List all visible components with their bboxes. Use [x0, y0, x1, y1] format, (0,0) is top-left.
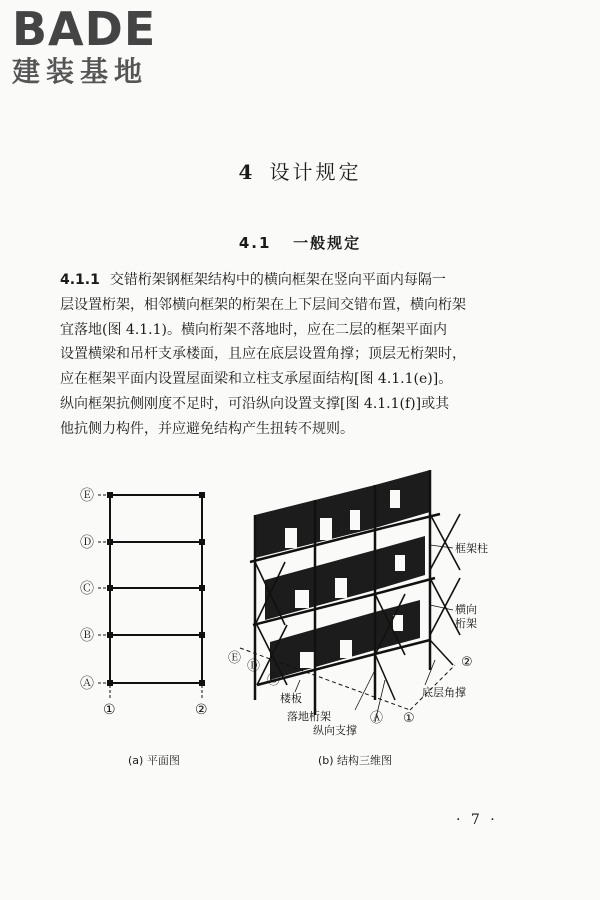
chapter-title: 设计规定 [269, 160, 362, 184]
label-long-brace: 纵向支撑 [313, 724, 357, 737]
label-truss-line1: 横向 [455, 603, 477, 616]
marker-d: Ⓓ [247, 659, 261, 674]
paragraph-line: 4.1.1 交错桁架钢框架结构中的横向框架在竖向平面内每隔一 [60, 272, 446, 288]
label-frame-column: 框架柱 [455, 542, 488, 555]
section-number: 4.1 [238, 234, 272, 252]
marker-c: Ⓒ [267, 673, 281, 688]
brand-logo [12, 4, 156, 88]
figure-3d-structure [225, 470, 525, 740]
axis-label-c: Ⓒ [80, 581, 94, 597]
clause-paragraph [60, 268, 522, 442]
paragraph-line: 设置横梁和吊杆支承楼面，且应在底层设置角撑；顶层无桁架时， [60, 346, 466, 363]
logo-brand-text: BADE [12, 2, 157, 56]
marker-e: Ⓔ [228, 651, 242, 666]
paragraph-line: 层设置桁架，相邻横向框架的桁架在上下层间交错布置，横向桁架 [60, 296, 466, 313]
label-ground-truss: 落地桁架 [287, 710, 331, 723]
paragraph-line: 宜落地(图 4.1.1)。横向桁架不落地时，应在二层的框架平面内 [60, 321, 447, 338]
marker-a: Ⓐ [370, 711, 384, 726]
clause-number: 4.1.1 [60, 272, 100, 288]
paragraph-line: 应在框架平面内设置屋面梁和立柱支承屋面结构[图 4.1.1(e)]。 [60, 371, 453, 388]
paragraph-line: 纵向框架抗侧刚度不足时，可沿纵向设置支撑[图 4.1.1(f)]或其 [60, 395, 450, 412]
logo-subtitle: 建装基地 [12, 55, 149, 88]
caption-plan-view: (a) 平面图 [128, 754, 180, 767]
page-number: · 7 · [456, 812, 498, 828]
axis-label-1: ① [103, 702, 116, 718]
label-corner-brace: 底层角撑 [422, 686, 466, 699]
marker-1: ① [403, 711, 415, 726]
axis-label-b: Ⓑ [80, 628, 94, 644]
axis-label-2: ② [195, 702, 208, 718]
label-truss-line2: 桁架 [455, 617, 477, 630]
label-floor-slab: 楼板 [280, 692, 302, 705]
axis-label-d: Ⓓ [80, 535, 94, 551]
section-heading [0, 232, 600, 253]
caption-3d-structure: (b) 结构三维图 [318, 754, 393, 767]
axis-label-a: Ⓐ [80, 676, 94, 692]
section-title: 一般规定 [293, 234, 362, 252]
marker-2: ② [461, 655, 473, 670]
axis-label-e: Ⓔ [80, 488, 94, 504]
chapter-heading [0, 156, 600, 185]
chapter-number: 4 [238, 160, 256, 184]
paragraph-line: 他抗侧力构件，并应避免结构产生扭转不规则。 [60, 420, 354, 437]
